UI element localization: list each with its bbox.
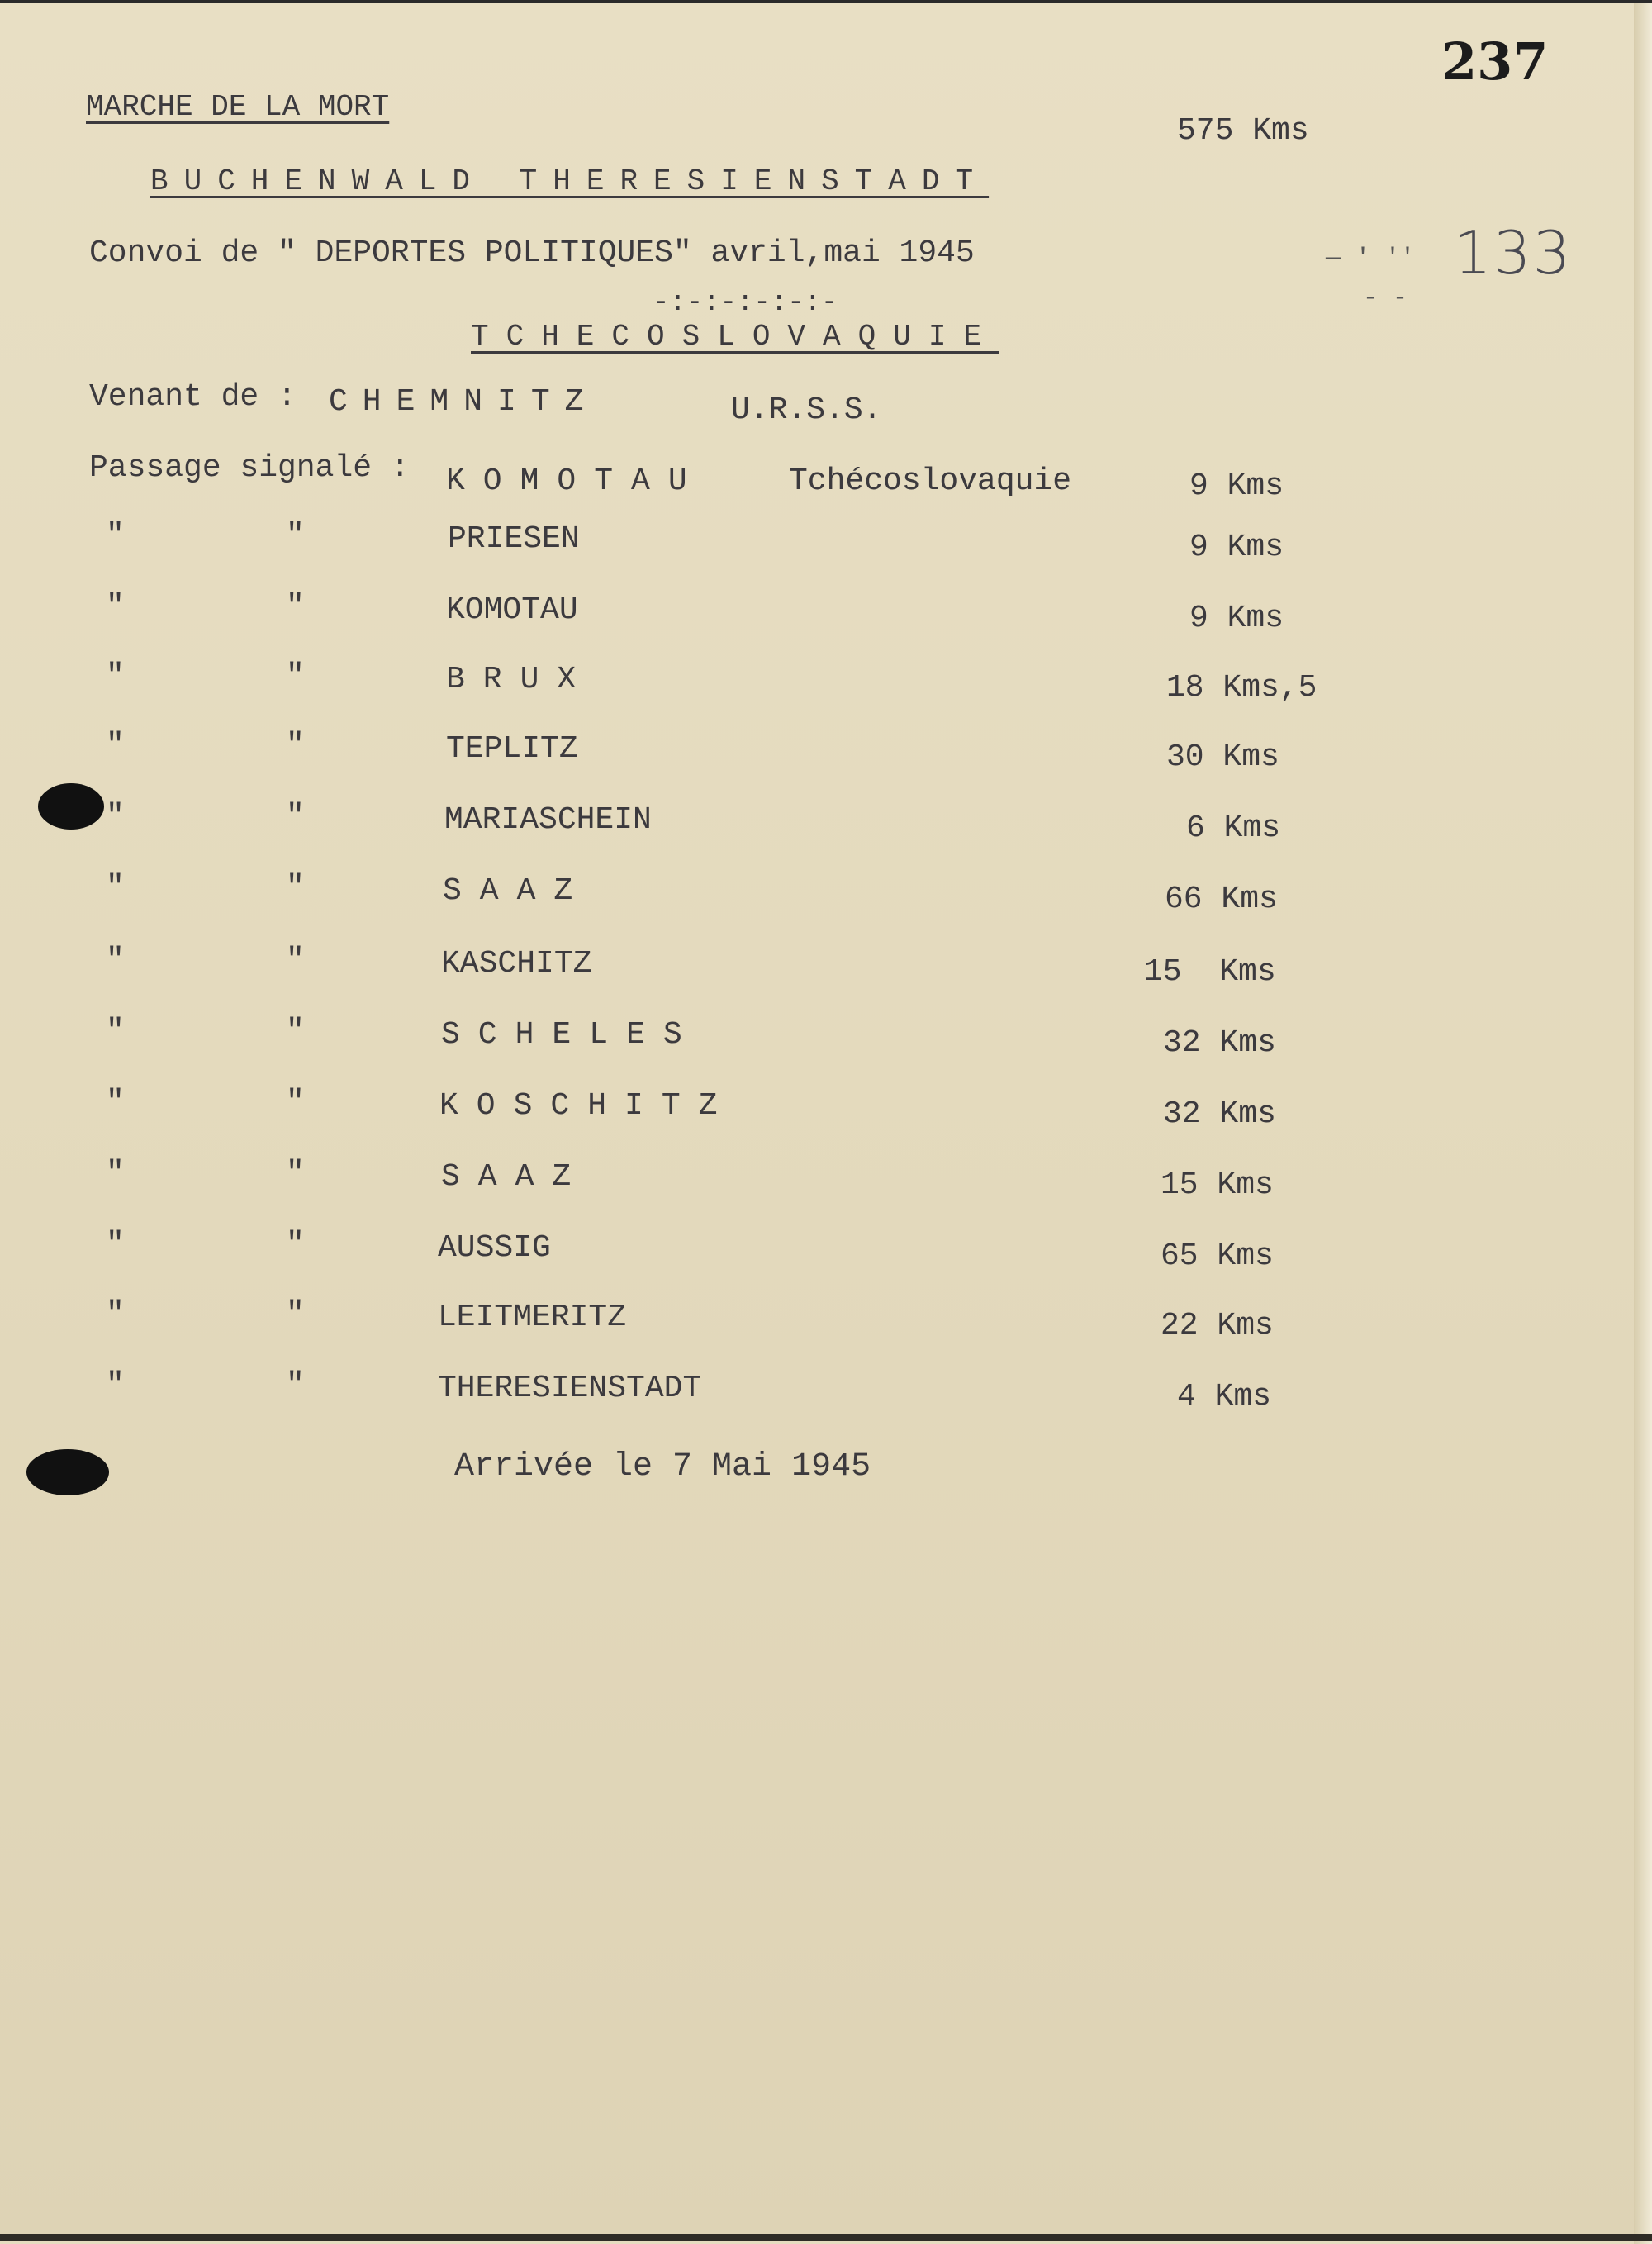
ditto-mark-col2: " (286, 1227, 305, 1262)
route-title: BUCHENWALD THERESIENSTADT (150, 164, 990, 198)
ditto-mark-col1: " (106, 518, 125, 554)
origin-country: U.R.S.S. (731, 392, 882, 428)
ditto-mark-col1: " (106, 728, 125, 763)
ditto-mark-col1: " (106, 1085, 125, 1120)
ditto-mark-col2: " (286, 728, 305, 763)
stop-distance: 4 Kms (1177, 1379, 1272, 1414)
stop-distance: 32 Kms (1163, 1025, 1276, 1061)
stop-place: KASCHITZ (441, 946, 592, 982)
punch-hole (26, 1449, 109, 1495)
stop-distance: 9 Kms (1189, 601, 1284, 636)
stop-place: THERESIENSTADT (438, 1371, 702, 1406)
stop-place: LEITMERITZ (438, 1300, 627, 1335)
ditto-mark-col2: " (286, 1296, 305, 1332)
stop-place: TEPLITZ (446, 731, 578, 767)
stop-distance: 22 Kms (1161, 1308, 1274, 1343)
stop-distance: 18 Kms,5 (1166, 670, 1317, 706)
ditto-mark-col1: " (106, 1014, 125, 1049)
ditto-mark-col2: " (286, 1156, 305, 1191)
ditto-mark-col2: " (286, 518, 305, 554)
origin-label: Venant de : (89, 379, 297, 415)
stop-distance: 66 Kms (1165, 882, 1278, 917)
ditto-mark-col2: " (286, 1367, 305, 1403)
stop-place: BRUX (446, 662, 595, 697)
stop-distance: 15 Kms (1161, 1167, 1274, 1203)
stamp-marks: — ' '' (1326, 245, 1416, 273)
handwritten-number: 237 (1441, 31, 1549, 92)
stop-distance: 32 Kms (1163, 1096, 1276, 1132)
passage-label: Passage signalé : (89, 450, 410, 486)
stop-place: SCHELES (441, 1017, 700, 1053)
ditto-mark-col2: " (286, 1085, 305, 1120)
ditto-mark-col2: " (286, 943, 305, 978)
stop-place: KOSCHITZ (439, 1088, 736, 1124)
page-edge (1634, 3, 1652, 2244)
stamp-number: 133 (1454, 218, 1573, 288)
ditto-mark-col1: " (106, 1367, 125, 1403)
ditto-mark-col1: " (106, 1156, 125, 1191)
stop-place: PRIESEN (448, 521, 580, 557)
ditto-mark-col2: " (286, 870, 305, 906)
stop-distance: 6 Kms (1186, 811, 1281, 846)
ditto-mark-col2: " (286, 658, 305, 694)
ditto-mark-col2: " (286, 1014, 305, 1049)
ditto-mark-col1: " (106, 658, 125, 694)
total-distance: 575 Kms (1177, 113, 1309, 149)
ditto-mark-col2: " (286, 799, 305, 834)
stop-distance: 9 Kms (1189, 530, 1284, 565)
country-heading: TCHECOSLOVAQUIE (471, 320, 999, 354)
document-title: MARCHE DE LA MORT (86, 90, 390, 124)
stop-distance: 65 Kms (1161, 1238, 1274, 1274)
arrival-line: Arrivée le 7 Mai 1945 (454, 1448, 871, 1486)
page-bottom-edge (0, 2234, 1652, 2241)
origin-city: CHEMNITZ (329, 384, 599, 420)
ditto-mark-col2: " (286, 589, 305, 625)
punch-hole (38, 783, 104, 830)
stop-place: SAAZ (443, 873, 591, 909)
convoy-line: Convoi de " DEPORTES POLITIQUES" avril,mai 1945 (89, 235, 975, 271)
stop-distance: 15 Kms (1144, 954, 1276, 990)
stop-distance: 30 Kms (1166, 739, 1279, 775)
ditto-mark-col1: " (106, 1227, 125, 1262)
stop-distance: 9 Kms (1189, 468, 1284, 504)
ditto-mark-col1: " (106, 1296, 125, 1332)
ditto-mark-col1: " (106, 943, 125, 978)
separator: -:-:-:-:-:- (653, 288, 838, 319)
stop-place: SAAZ (441, 1159, 590, 1195)
stop-place: KOMOTAU (446, 592, 578, 628)
ditto-mark-col1: " (106, 589, 125, 625)
stop-place: KOMOTAU (446, 464, 705, 499)
ditto-mark-col1: " (106, 799, 125, 834)
ditto-mark-col1: " (106, 870, 125, 906)
stop-place: AUSSIG (438, 1230, 551, 1266)
stop-place: MARIASCHEIN (444, 802, 652, 838)
stamp-dashes: - - (1363, 284, 1408, 312)
passage-country: Tchécoslovaquie (789, 464, 1072, 499)
